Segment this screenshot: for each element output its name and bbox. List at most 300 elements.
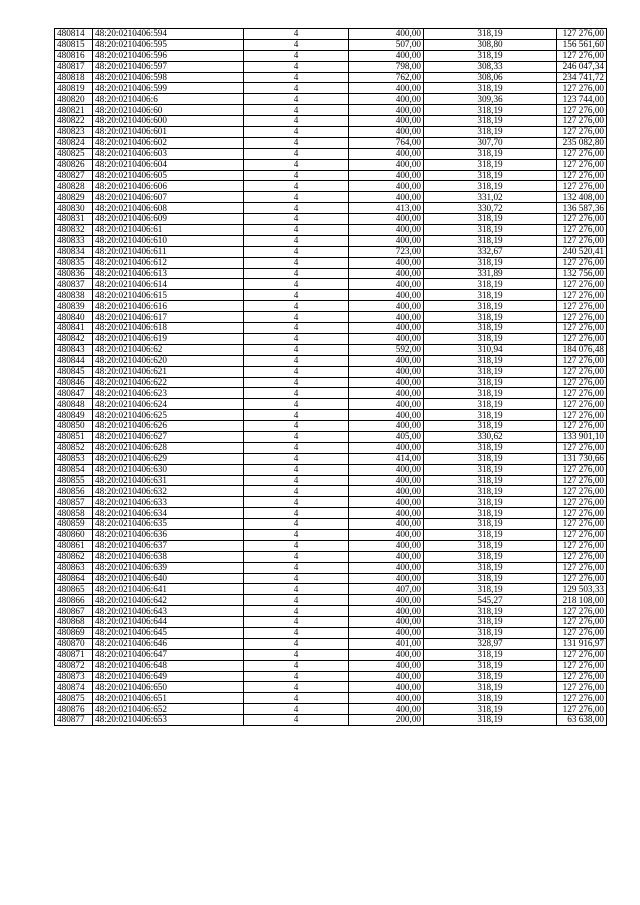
unit-price-cell: 318,19 xyxy=(424,214,557,225)
cadastral-number-cell: 48:20:0210406:636 xyxy=(93,529,244,540)
table-row xyxy=(55,627,607,638)
table-row xyxy=(55,366,607,377)
unit-price-cell: 318,19 xyxy=(424,29,557,40)
table-row xyxy=(55,693,607,704)
table-row xyxy=(55,159,607,170)
total-cell: 131 916,97 xyxy=(557,638,607,649)
unit-price-cell: 309,36 xyxy=(424,94,557,105)
row-id-cell: 480817 xyxy=(55,61,93,72)
unit-price-cell: 332,67 xyxy=(424,246,557,257)
total-cell: 218 108,00 xyxy=(557,595,607,606)
row-id-cell: 480870 xyxy=(55,638,93,649)
row-id-cell: 480854 xyxy=(55,464,93,475)
area-cell: 400,00 xyxy=(349,573,424,584)
row-id-cell: 480864 xyxy=(55,573,93,584)
row-id-cell: 480850 xyxy=(55,421,93,432)
total-cell: 127 276,00 xyxy=(557,671,607,682)
cadastral-number-cell: 48:20:0210406:609 xyxy=(93,214,244,225)
table-row xyxy=(55,410,607,421)
cadastral-number-cell: 48:20:0210406:601 xyxy=(93,127,244,138)
category-cell: 4 xyxy=(244,584,349,595)
unit-price-cell: 318,19 xyxy=(424,159,557,170)
table-row xyxy=(55,148,607,159)
row-id-cell: 480837 xyxy=(55,279,93,290)
cadastral-number-cell: 48:20:0210406:645 xyxy=(93,627,244,638)
area-cell: 400,00 xyxy=(349,355,424,366)
row-id-cell: 480827 xyxy=(55,170,93,181)
unit-price-cell: 308,80 xyxy=(424,39,557,50)
cadastral-number-cell: 48:20:0210406:60 xyxy=(93,105,244,116)
row-id-cell: 480822 xyxy=(55,116,93,127)
row-id-cell: 480821 xyxy=(55,105,93,116)
total-cell: 127 276,00 xyxy=(557,693,607,704)
row-id-cell: 480857 xyxy=(55,497,93,508)
row-id-cell: 480855 xyxy=(55,475,93,486)
row-id-cell: 480824 xyxy=(55,137,93,148)
category-cell: 4 xyxy=(244,442,349,453)
table-row xyxy=(55,214,607,225)
unit-price-cell: 318,19 xyxy=(424,540,557,551)
total-cell: 127 276,00 xyxy=(557,257,607,268)
cadastral-number-cell: 48:20:0210406:596 xyxy=(93,50,244,61)
unit-price-cell: 307,70 xyxy=(424,137,557,148)
category-cell: 4 xyxy=(244,508,349,519)
category-cell: 4 xyxy=(244,83,349,94)
row-id-cell: 480839 xyxy=(55,301,93,312)
unit-price-cell: 318,19 xyxy=(424,682,557,693)
total-cell: 127 276,00 xyxy=(557,606,607,617)
table-row xyxy=(55,660,607,671)
category-cell: 4 xyxy=(244,105,349,116)
area-cell: 400,00 xyxy=(349,323,424,334)
cadastral-number-cell: 48:20:0210406:597 xyxy=(93,61,244,72)
area-cell: 400,00 xyxy=(349,312,424,323)
cadastral-number-cell: 48:20:0210406:607 xyxy=(93,192,244,203)
area-cell: 400,00 xyxy=(349,421,424,432)
row-id-cell: 480867 xyxy=(55,606,93,617)
area-cell: 400,00 xyxy=(349,649,424,660)
area-cell: 762,00 xyxy=(349,72,424,83)
row-id-cell: 480845 xyxy=(55,366,93,377)
unit-price-cell: 318,19 xyxy=(424,497,557,508)
category-cell: 4 xyxy=(244,72,349,83)
category-cell: 4 xyxy=(244,257,349,268)
table-row xyxy=(55,323,607,334)
unit-price-cell: 331,89 xyxy=(424,268,557,279)
category-cell: 4 xyxy=(244,638,349,649)
row-id-cell: 480868 xyxy=(55,617,93,628)
total-cell: 133 901,10 xyxy=(557,431,607,442)
cadastral-number-cell: 48:20:0210406:618 xyxy=(93,323,244,334)
category-cell: 4 xyxy=(244,246,349,257)
unit-price-cell: 318,19 xyxy=(424,660,557,671)
area-cell: 400,00 xyxy=(349,192,424,203)
category-cell: 4 xyxy=(244,279,349,290)
area-cell: 400,00 xyxy=(349,693,424,704)
row-id-cell: 480869 xyxy=(55,627,93,638)
unit-price-cell: 330,62 xyxy=(424,431,557,442)
category-cell: 4 xyxy=(244,290,349,301)
area-cell: 400,00 xyxy=(349,377,424,388)
cadastral-number-cell: 48:20:0210406:6 xyxy=(93,94,244,105)
area-cell: 400,00 xyxy=(349,399,424,410)
category-cell: 4 xyxy=(244,551,349,562)
row-id-cell: 480856 xyxy=(55,486,93,497)
cadastral-number-cell: 48:20:0210406:603 xyxy=(93,148,244,159)
total-cell: 156 561,60 xyxy=(557,39,607,50)
cadastral-number-cell: 48:20:0210406:631 xyxy=(93,475,244,486)
row-id-cell: 480859 xyxy=(55,519,93,530)
table-row xyxy=(55,181,607,192)
row-id-cell: 480814 xyxy=(55,29,93,40)
row-id-cell: 480861 xyxy=(55,540,93,551)
cadastral-number-cell: 48:20:0210406:635 xyxy=(93,519,244,530)
cadastral-number-cell: 48:20:0210406:616 xyxy=(93,301,244,312)
total-cell: 123 744,00 xyxy=(557,94,607,105)
unit-price-cell: 318,19 xyxy=(424,617,557,628)
row-id-cell: 480828 xyxy=(55,181,93,192)
total-cell: 234 741,72 xyxy=(557,72,607,83)
total-cell: 131 730,66 xyxy=(557,453,607,464)
table-row xyxy=(55,83,607,94)
area-cell: 400,00 xyxy=(349,671,424,682)
unit-price-cell: 318,19 xyxy=(424,410,557,421)
land-plots-table xyxy=(54,28,607,726)
category-cell: 4 xyxy=(244,388,349,399)
row-id-cell: 480816 xyxy=(55,50,93,61)
table-row xyxy=(55,595,607,606)
area-cell: 400,00 xyxy=(349,29,424,40)
cadastral-number-cell: 48:20:0210406:634 xyxy=(93,508,244,519)
unit-price-cell: 318,19 xyxy=(424,693,557,704)
total-cell: 127 276,00 xyxy=(557,388,607,399)
area-cell: 400,00 xyxy=(349,410,424,421)
total-cell: 240 520,41 xyxy=(557,246,607,257)
cadastral-number-cell: 48:20:0210406:619 xyxy=(93,333,244,344)
table-row xyxy=(55,333,607,344)
cadastral-number-cell: 48:20:0210406:611 xyxy=(93,246,244,257)
unit-price-cell: 330,72 xyxy=(424,203,557,214)
row-id-cell: 480829 xyxy=(55,192,93,203)
unit-price-cell: 318,19 xyxy=(424,627,557,638)
table-row xyxy=(55,268,607,279)
table-row xyxy=(55,235,607,246)
unit-price-cell: 310,94 xyxy=(424,344,557,355)
row-id-cell: 480866 xyxy=(55,595,93,606)
category-cell: 4 xyxy=(244,486,349,497)
unit-price-cell: 318,19 xyxy=(424,421,557,432)
row-id-cell: 480846 xyxy=(55,377,93,388)
area-cell: 407,00 xyxy=(349,584,424,595)
cadastral-number-cell: 48:20:0210406:640 xyxy=(93,573,244,584)
area-cell: 400,00 xyxy=(349,475,424,486)
area-cell: 413,00 xyxy=(349,203,424,214)
table-row xyxy=(55,638,607,649)
category-cell: 4 xyxy=(244,421,349,432)
area-cell: 400,00 xyxy=(349,181,424,192)
total-cell: 129 503,33 xyxy=(557,584,607,595)
table-row xyxy=(55,377,607,388)
cadastral-number-cell: 48:20:0210406:615 xyxy=(93,290,244,301)
total-cell: 127 276,00 xyxy=(557,83,607,94)
table-row xyxy=(55,529,607,540)
cadastral-number-cell: 48:20:0210406:638 xyxy=(93,551,244,562)
total-cell: 127 276,00 xyxy=(557,562,607,573)
total-cell: 127 276,00 xyxy=(557,105,607,116)
area-cell: 400,00 xyxy=(349,127,424,138)
total-cell: 127 276,00 xyxy=(557,312,607,323)
total-cell: 127 276,00 xyxy=(557,323,607,334)
area-cell: 400,00 xyxy=(349,388,424,399)
total-cell: 127 276,00 xyxy=(557,235,607,246)
row-id-cell: 480847 xyxy=(55,388,93,399)
category-cell: 4 xyxy=(244,159,349,170)
total-cell: 127 276,00 xyxy=(557,486,607,497)
row-id-cell: 480865 xyxy=(55,584,93,595)
table-row xyxy=(55,540,607,551)
category-cell: 4 xyxy=(244,660,349,671)
cadastral-number-cell: 48:20:0210406:627 xyxy=(93,431,244,442)
unit-price-cell: 318,19 xyxy=(424,508,557,519)
cadastral-number-cell: 48:20:0210406:620 xyxy=(93,355,244,366)
area-cell: 400,00 xyxy=(349,148,424,159)
area-cell: 400,00 xyxy=(349,333,424,344)
unit-price-cell: 318,19 xyxy=(424,323,557,334)
cadastral-number-cell: 48:20:0210406:599 xyxy=(93,83,244,94)
cadastral-number-cell: 48:20:0210406:626 xyxy=(93,421,244,432)
category-cell: 4 xyxy=(244,203,349,214)
row-id-cell: 480848 xyxy=(55,399,93,410)
cadastral-number-cell: 48:20:0210406:610 xyxy=(93,235,244,246)
cadastral-number-cell: 48:20:0210406:644 xyxy=(93,617,244,628)
total-cell: 127 276,00 xyxy=(557,475,607,486)
row-id-cell: 480853 xyxy=(55,453,93,464)
total-cell: 127 276,00 xyxy=(557,279,607,290)
category-cell: 4 xyxy=(244,399,349,410)
unit-price-cell: 318,19 xyxy=(424,105,557,116)
cadastral-number-cell: 48:20:0210406:651 xyxy=(93,693,244,704)
cadastral-number-cell: 48:20:0210406:612 xyxy=(93,257,244,268)
area-cell: 507,00 xyxy=(349,39,424,50)
unit-price-cell: 318,19 xyxy=(424,399,557,410)
table-row xyxy=(55,192,607,203)
table-row xyxy=(55,344,607,355)
unit-price-cell: 318,19 xyxy=(424,83,557,94)
row-id-cell: 480835 xyxy=(55,257,93,268)
cadastral-number-cell: 48:20:0210406:614 xyxy=(93,279,244,290)
total-cell: 127 276,00 xyxy=(557,410,607,421)
category-cell: 4 xyxy=(244,595,349,606)
total-cell: 127 276,00 xyxy=(557,464,607,475)
area-cell: 400,00 xyxy=(349,442,424,453)
table-row xyxy=(55,312,607,323)
row-id-cell: 480830 xyxy=(55,203,93,214)
total-cell: 127 276,00 xyxy=(557,50,607,61)
table-row xyxy=(55,671,607,682)
cadastral-number-cell: 48:20:0210406:600 xyxy=(93,116,244,127)
unit-price-cell: 318,19 xyxy=(424,475,557,486)
table-row xyxy=(55,225,607,236)
category-cell: 4 xyxy=(244,148,349,159)
cadastral-number-cell: 48:20:0210406:649 xyxy=(93,671,244,682)
category-cell: 4 xyxy=(244,323,349,334)
cadastral-number-cell: 48:20:0210406:61 xyxy=(93,225,244,236)
cadastral-number-cell: 48:20:0210406:625 xyxy=(93,410,244,421)
cadastral-number-cell: 48:20:0210406:617 xyxy=(93,312,244,323)
total-cell: 127 276,00 xyxy=(557,649,607,660)
total-cell: 127 276,00 xyxy=(557,170,607,181)
table-row xyxy=(55,61,607,72)
cadastral-number-cell: 48:20:0210406:605 xyxy=(93,170,244,181)
table-row xyxy=(55,257,607,268)
total-cell: 127 276,00 xyxy=(557,682,607,693)
row-id-cell: 480836 xyxy=(55,268,93,279)
area-cell: 400,00 xyxy=(349,562,424,573)
total-cell: 127 276,00 xyxy=(557,116,607,127)
table-row xyxy=(55,486,607,497)
table-row xyxy=(55,606,607,617)
row-id-cell: 480826 xyxy=(55,159,93,170)
category-cell: 4 xyxy=(244,540,349,551)
category-cell: 4 xyxy=(244,529,349,540)
row-id-cell: 480872 xyxy=(55,660,93,671)
area-cell: 400,00 xyxy=(349,682,424,693)
total-cell: 127 276,00 xyxy=(557,225,607,236)
total-cell: 127 276,00 xyxy=(557,540,607,551)
unit-price-cell: 318,19 xyxy=(424,551,557,562)
area-cell: 400,00 xyxy=(349,529,424,540)
table-row xyxy=(55,421,607,432)
area-cell: 400,00 xyxy=(349,627,424,638)
total-cell: 127 276,00 xyxy=(557,551,607,562)
category-cell: 4 xyxy=(244,693,349,704)
area-cell: 400,00 xyxy=(349,94,424,105)
category-cell: 4 xyxy=(244,682,349,693)
table-row xyxy=(55,94,607,105)
category-cell: 4 xyxy=(244,366,349,377)
row-id-cell: 480862 xyxy=(55,551,93,562)
unit-price-cell: 318,19 xyxy=(424,116,557,127)
total-cell: 184 076,48 xyxy=(557,344,607,355)
category-cell: 4 xyxy=(244,475,349,486)
unit-price-cell: 318,19 xyxy=(424,312,557,323)
total-cell: 127 276,00 xyxy=(557,573,607,584)
cadastral-number-cell: 48:20:0210406:643 xyxy=(93,606,244,617)
row-id-cell: 480875 xyxy=(55,693,93,704)
unit-price-cell: 318,19 xyxy=(424,464,557,475)
category-cell: 4 xyxy=(244,170,349,181)
total-cell: 127 276,00 xyxy=(557,617,607,628)
cadastral-number-cell: 48:20:0210406:608 xyxy=(93,203,244,214)
unit-price-cell: 318,19 xyxy=(424,562,557,573)
total-cell: 127 276,00 xyxy=(557,214,607,225)
table-row xyxy=(55,519,607,530)
table-row xyxy=(55,301,607,312)
unit-price-cell: 318,19 xyxy=(424,170,557,181)
table-row xyxy=(55,290,607,301)
table-row xyxy=(55,127,607,138)
total-cell: 127 276,00 xyxy=(557,366,607,377)
cadastral-number-cell: 48:20:0210406:604 xyxy=(93,159,244,170)
cadastral-number-cell: 48:20:0210406:595 xyxy=(93,39,244,50)
cadastral-number-cell: 48:20:0210406:652 xyxy=(93,704,244,715)
unit-price-cell: 318,19 xyxy=(424,486,557,497)
cadastral-number-cell: 48:20:0210406:630 xyxy=(93,464,244,475)
total-cell: 127 276,00 xyxy=(557,181,607,192)
cadastral-number-cell: 48:20:0210406:629 xyxy=(93,453,244,464)
total-cell: 127 276,00 xyxy=(557,519,607,530)
area-cell: 798,00 xyxy=(349,61,424,72)
unit-price-cell: 318,19 xyxy=(424,355,557,366)
unit-price-cell: 318,19 xyxy=(424,573,557,584)
unit-price-cell: 545,27 xyxy=(424,595,557,606)
total-cell: 127 276,00 xyxy=(557,290,607,301)
table-row xyxy=(55,584,607,595)
cadastral-number-cell: 48:20:0210406:650 xyxy=(93,682,244,693)
cadastral-number-cell: 48:20:0210406:648 xyxy=(93,660,244,671)
total-cell: 127 276,00 xyxy=(557,660,607,671)
total-cell: 127 276,00 xyxy=(557,399,607,410)
category-cell: 4 xyxy=(244,50,349,61)
area-cell: 400,00 xyxy=(349,617,424,628)
table-row xyxy=(55,431,607,442)
category-cell: 4 xyxy=(244,235,349,246)
area-cell: 400,00 xyxy=(349,290,424,301)
area-cell: 400,00 xyxy=(349,540,424,551)
category-cell: 4 xyxy=(244,649,349,660)
area-cell: 400,00 xyxy=(349,606,424,617)
table-row xyxy=(55,453,607,464)
total-cell: 132 756,00 xyxy=(557,268,607,279)
category-cell: 4 xyxy=(244,453,349,464)
unit-price-cell: 318,19 xyxy=(424,301,557,312)
cadastral-number-cell: 48:20:0210406:653 xyxy=(93,715,244,726)
row-id-cell: 480833 xyxy=(55,235,93,246)
cadastral-number-cell: 48:20:0210406:62 xyxy=(93,344,244,355)
area-cell: 414,00 xyxy=(349,453,424,464)
total-cell: 246 047,34 xyxy=(557,61,607,72)
unit-price-cell: 318,19 xyxy=(424,442,557,453)
table-row xyxy=(55,508,607,519)
category-cell: 4 xyxy=(244,116,349,127)
category-cell: 4 xyxy=(244,627,349,638)
area-cell: 400,00 xyxy=(349,279,424,290)
category-cell: 4 xyxy=(244,519,349,530)
row-id-cell: 480841 xyxy=(55,323,93,334)
area-cell: 400,00 xyxy=(349,170,424,181)
total-cell: 127 276,00 xyxy=(557,333,607,344)
total-cell: 127 276,00 xyxy=(557,442,607,453)
row-id-cell: 480863 xyxy=(55,562,93,573)
area-cell: 723,00 xyxy=(349,246,424,257)
area-cell: 400,00 xyxy=(349,660,424,671)
cadastral-number-cell: 48:20:0210406:594 xyxy=(93,29,244,40)
area-cell: 400,00 xyxy=(349,257,424,268)
unit-price-cell: 318,19 xyxy=(424,606,557,617)
row-id-cell: 480818 xyxy=(55,72,93,83)
cadastral-number-cell: 48:20:0210406:602 xyxy=(93,137,244,148)
category-cell: 4 xyxy=(244,715,349,726)
row-id-cell: 480871 xyxy=(55,649,93,660)
row-id-cell: 480838 xyxy=(55,290,93,301)
category-cell: 4 xyxy=(244,192,349,203)
cadastral-number-cell: 48:20:0210406:641 xyxy=(93,584,244,595)
area-cell: 200,00 xyxy=(349,715,424,726)
row-id-cell: 480819 xyxy=(55,83,93,94)
table-row xyxy=(55,464,607,475)
cadastral-number-cell: 48:20:0210406:624 xyxy=(93,399,244,410)
table-row xyxy=(55,551,607,562)
